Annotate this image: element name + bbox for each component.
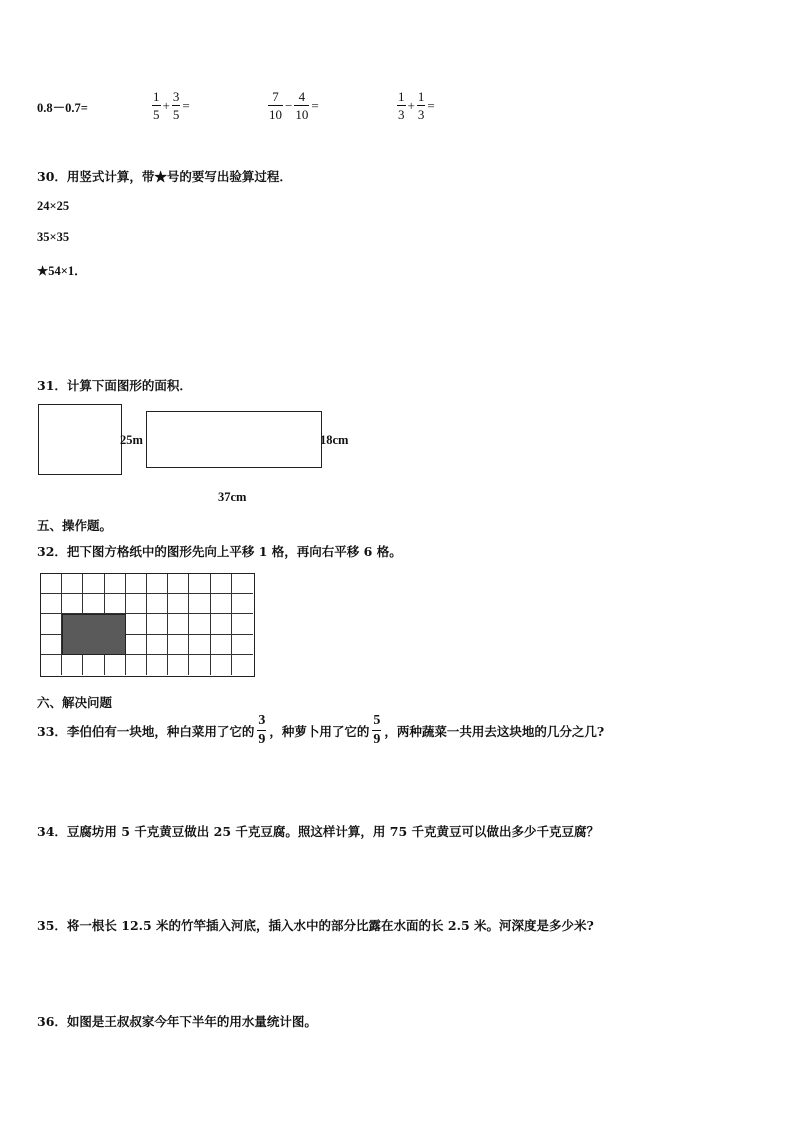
grid-cell bbox=[126, 614, 147, 634]
numerator: 7 bbox=[272, 89, 279, 104]
denominator: 9 bbox=[258, 732, 266, 747]
grid-cell bbox=[147, 614, 168, 634]
q33-text-part-1: 33．李伯伯有一块地，种白菜用了它的 bbox=[37, 723, 255, 739]
q30-item-2: 35×35 bbox=[37, 230, 70, 244]
grid-cell bbox=[41, 614, 62, 634]
grid-cell bbox=[41, 594, 62, 614]
grid-cell bbox=[41, 635, 62, 655]
grid-cell bbox=[62, 574, 83, 594]
q30-item-1: 24×25 bbox=[37, 199, 70, 213]
fraction-expression-1 bbox=[152, 90, 192, 121]
denominator: 3 bbox=[417, 107, 425, 122]
grid-cell bbox=[105, 594, 126, 614]
denominator: 9 bbox=[373, 732, 381, 747]
q30-item-3: ★54×1． bbox=[37, 264, 87, 278]
square-side-label: 25m bbox=[120, 433, 143, 447]
grid-cell bbox=[147, 594, 168, 614]
grid-cell bbox=[105, 574, 126, 594]
grid-cell bbox=[126, 655, 147, 675]
rectangle-figure bbox=[146, 411, 322, 468]
numerator: 3 bbox=[258, 713, 266, 728]
grid-cell bbox=[147, 635, 168, 655]
denominator: 10 bbox=[269, 107, 282, 122]
rectangle-width-label: 37cm bbox=[218, 490, 247, 504]
decimal-expression: 0.8－0.7= bbox=[37, 101, 88, 115]
numerator: 1 bbox=[153, 89, 160, 104]
grid-cell bbox=[126, 574, 147, 594]
rectangle-height-label: 18cm bbox=[320, 433, 349, 447]
grid-cell bbox=[168, 614, 189, 634]
grid-cell bbox=[62, 594, 83, 614]
square-figure bbox=[38, 404, 122, 475]
grid-cell bbox=[147, 574, 168, 594]
question-32-title: 32．把下图方格纸中的图形先向上平移 1 格，再向右平移 6 格。 bbox=[37, 544, 402, 559]
shaded-rectangle-figure bbox=[62, 614, 126, 654]
grid-cell bbox=[168, 635, 189, 655]
grid-cell bbox=[83, 594, 104, 614]
grid-cell bbox=[62, 655, 83, 675]
numerator: 4 bbox=[298, 89, 306, 104]
section-5-heading: 五、操作题。 bbox=[37, 518, 113, 533]
grid-cell bbox=[232, 614, 253, 634]
operator: − bbox=[285, 97, 293, 113]
section-6-heading: 六、解决问题 bbox=[37, 695, 113, 710]
grid-cell bbox=[83, 655, 104, 675]
question-35: 35．将一根长 12.5 米的竹竿插入河底，插入水中的部分比露在水面的长 2.5 米。河深度是多少米? bbox=[37, 918, 594, 933]
grid-cell bbox=[41, 655, 62, 675]
grid-cell bbox=[211, 614, 232, 634]
numerator: 1 bbox=[417, 89, 425, 104]
grid-cell bbox=[105, 655, 126, 675]
grid-cell bbox=[211, 574, 232, 594]
grid-cell bbox=[126, 635, 147, 655]
denominator: 3 bbox=[398, 107, 405, 122]
question-33 bbox=[37, 714, 604, 747]
denominator: 5 bbox=[153, 107, 160, 122]
grid-cell bbox=[168, 655, 189, 675]
grid-cell bbox=[189, 614, 210, 634]
grid-cell bbox=[83, 574, 104, 594]
grid-cell bbox=[147, 655, 168, 675]
grid-cell bbox=[232, 635, 253, 655]
grid-cell bbox=[232, 594, 253, 614]
numerator: 3 bbox=[172, 89, 180, 104]
numerator: 1 bbox=[398, 89, 405, 104]
fraction-expression-2 bbox=[268, 90, 321, 121]
fraction-expression-3 bbox=[397, 90, 437, 121]
question-36: 36．如图是王叔叔家今年下半年的用水量统计图。 bbox=[37, 1014, 317, 1029]
operator: + bbox=[162, 97, 170, 113]
grid-cell bbox=[189, 635, 210, 655]
grid-cell bbox=[168, 594, 189, 614]
numerator: 5 bbox=[373, 713, 381, 728]
grid-cell bbox=[189, 594, 210, 614]
operator: + bbox=[407, 97, 415, 113]
question-31-title: 31．计算下面图形的面积． bbox=[37, 378, 192, 393]
grid-cell bbox=[189, 574, 210, 594]
question-34: 34．豆腐坊用 5 千克黄豆做出 25 千克豆腐。照这样计算，用 75 千克黄豆可以做出多少千克豆腐？ bbox=[37, 824, 599, 839]
grid-paper bbox=[40, 573, 255, 677]
grid-cell bbox=[189, 655, 210, 675]
grid-cell bbox=[126, 594, 147, 614]
denominator: 10 bbox=[295, 107, 309, 122]
grid-cell bbox=[211, 635, 232, 655]
equals-sign: = bbox=[182, 97, 190, 113]
grid-cell bbox=[41, 574, 62, 594]
denominator: 5 bbox=[172, 107, 180, 122]
grid-cell bbox=[232, 655, 253, 675]
grid-cell bbox=[168, 574, 189, 594]
equals-sign: = bbox=[427, 97, 435, 113]
question-30-title: 30．用竖式计算，带★号的要写出验算过程． bbox=[37, 169, 292, 184]
q33-text-part-2: ，种萝卜用了它的 bbox=[269, 723, 370, 739]
q33-text-part-3: ，两种蔬菜一共用去这块地的几分之几? bbox=[384, 723, 605, 739]
grid-cell bbox=[211, 594, 232, 614]
grid-cell bbox=[232, 574, 253, 594]
grid-cell bbox=[211, 655, 232, 675]
equals-sign: = bbox=[311, 97, 319, 113]
